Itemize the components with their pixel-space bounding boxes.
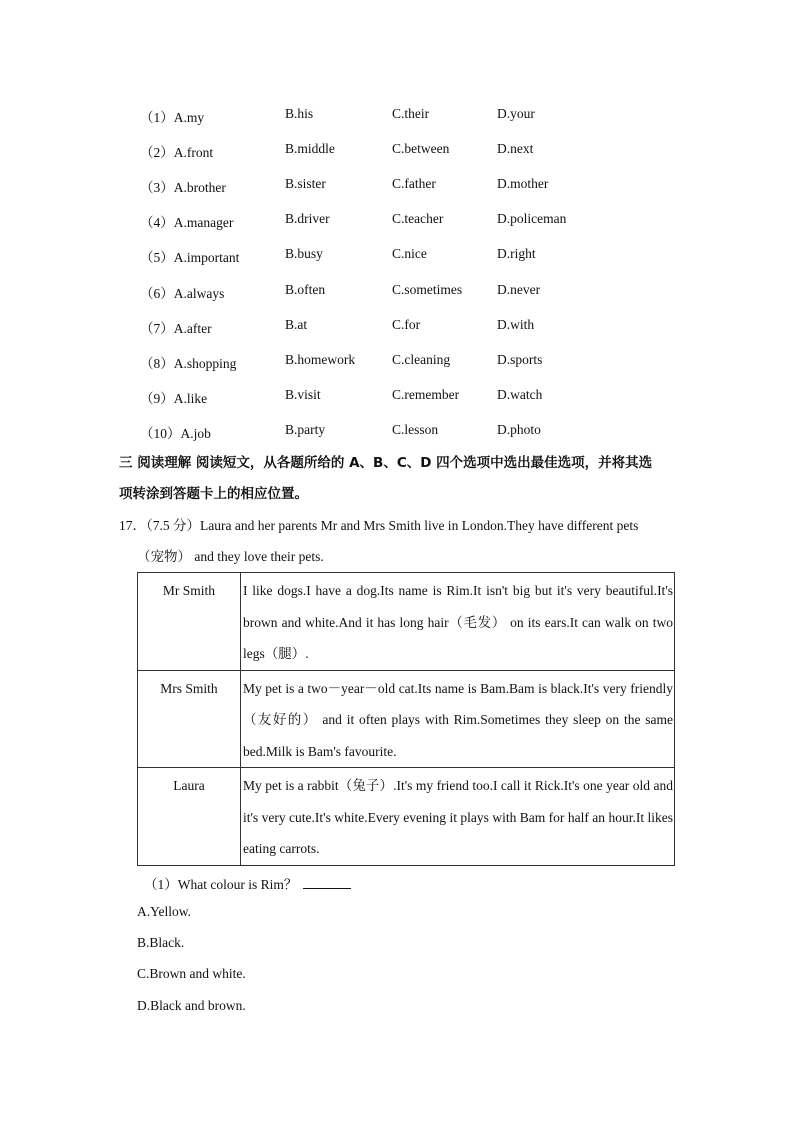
question-intro-line1: 17．（7.5 分）Laura and her parents Mr and Mrs Smith live in London.They have different pets xyxy=(119,518,639,533)
table-row xyxy=(138,768,675,866)
section-heading xyxy=(119,448,679,510)
answer-choice-d: D.Black and brown. xyxy=(137,998,246,1013)
option-b: B.often xyxy=(285,282,326,297)
option-c: C.for xyxy=(392,317,421,332)
option-row xyxy=(140,387,700,407)
option-a: （9）A.like xyxy=(140,391,208,406)
option-d: D.photo xyxy=(497,422,541,437)
answer-blank xyxy=(303,876,351,889)
option-c: C.teacher xyxy=(392,211,444,226)
option-row xyxy=(140,352,700,372)
option-b: B.driver xyxy=(285,211,330,226)
pet-description-cell: My pet is a rabbit（兔子）.It's my friend too.I call it Rick.It's one year old and it's very cute.It's white.Every evening it plays with Bam for half an hour.It likes eating carrots. xyxy=(241,768,675,866)
option-c: C.between xyxy=(392,141,450,156)
option-d: D.sports xyxy=(497,352,543,367)
option-a: （7）A.after xyxy=(140,321,212,336)
option-b: B.busy xyxy=(285,246,323,261)
option-a: （8）A.shopping xyxy=(140,356,237,371)
option-b: B.visit xyxy=(285,387,321,402)
option-c: C.remember xyxy=(392,387,460,402)
option-b: B.his xyxy=(285,106,314,121)
table-row xyxy=(138,670,675,768)
owner-name-cell: Mrs Smith xyxy=(138,670,241,768)
answer-choice-a: A.Yellow. xyxy=(137,904,192,919)
option-b: B.at xyxy=(285,317,308,332)
option-b: B.sister xyxy=(285,176,326,191)
option-b: B.middle xyxy=(285,141,335,156)
option-c: C.nice xyxy=(392,246,427,261)
section-heading-line2: 项转涂到答题卡上的相应位置。 xyxy=(119,486,308,502)
owner-name-cell: Laura xyxy=(138,768,241,866)
option-a: （4）A.manager xyxy=(140,215,234,230)
owner-name-cell: Mr Smith xyxy=(138,573,241,671)
option-d: D.next xyxy=(497,141,534,156)
option-row xyxy=(140,106,700,126)
option-d: D.with xyxy=(497,317,535,332)
question-intro-line2: （宠物） and they love their pets. xyxy=(137,549,324,564)
option-a: （3）A.brother xyxy=(140,180,226,195)
table-row xyxy=(138,573,675,671)
option-row xyxy=(140,422,700,442)
option-d: D.your xyxy=(497,106,535,121)
pet-description-cell: I like dogs.I have a dog.Its name is Rim.It isn't big but it's very beautiful.It's brown and white.And it has long hair（毛发） on its ears.It can walk on two legs（腿）. xyxy=(241,573,675,671)
answer-choice-c: C.Brown and white. xyxy=(137,966,246,981)
option-a: （10）A.job xyxy=(140,426,211,441)
question-intro xyxy=(119,510,679,572)
option-row xyxy=(140,282,700,302)
pets-table xyxy=(137,572,675,866)
option-d: D.mother xyxy=(497,176,549,191)
option-d: D.right xyxy=(497,246,536,261)
option-row xyxy=(140,211,700,231)
option-d: D.never xyxy=(497,282,541,297)
option-b: B.party xyxy=(285,422,326,437)
option-c: C.lesson xyxy=(392,422,439,437)
answer-choice-b: B.Black. xyxy=(137,935,185,950)
option-c: C.sometimes xyxy=(392,282,463,297)
option-a: （2）A.front xyxy=(140,145,214,160)
option-c: C.cleaning xyxy=(392,352,451,367)
option-c: C.father xyxy=(392,176,436,191)
option-c: C.their xyxy=(392,106,430,121)
option-row xyxy=(140,141,700,161)
option-row xyxy=(140,246,700,266)
pet-description-cell: My pet is a two－year－old cat.Its name is Bam.Bam is black.It's very friendly（友好的） and it often plays with Rim.Sometimes they sleep on the same bed.Milk is Bam's favourite. xyxy=(241,670,675,768)
option-d: D.watch xyxy=(497,387,543,402)
option-row xyxy=(140,317,700,337)
option-a: （6）A.always xyxy=(140,286,225,301)
section-heading-line1: 三 阅读理解 阅读短文，从各题所给的 A、B、C、D 四个选项中选出最佳选项，并将其选 xyxy=(119,455,653,471)
option-d: D.policeman xyxy=(497,211,567,226)
option-b: B.homework xyxy=(285,352,356,367)
option-a: （5）A.important xyxy=(140,250,240,265)
option-a: （1）A.my xyxy=(140,110,205,125)
sub-question-text: （1）What colour is Rim？ xyxy=(144,877,298,892)
sub-question xyxy=(144,873,351,893)
option-row xyxy=(140,176,700,196)
